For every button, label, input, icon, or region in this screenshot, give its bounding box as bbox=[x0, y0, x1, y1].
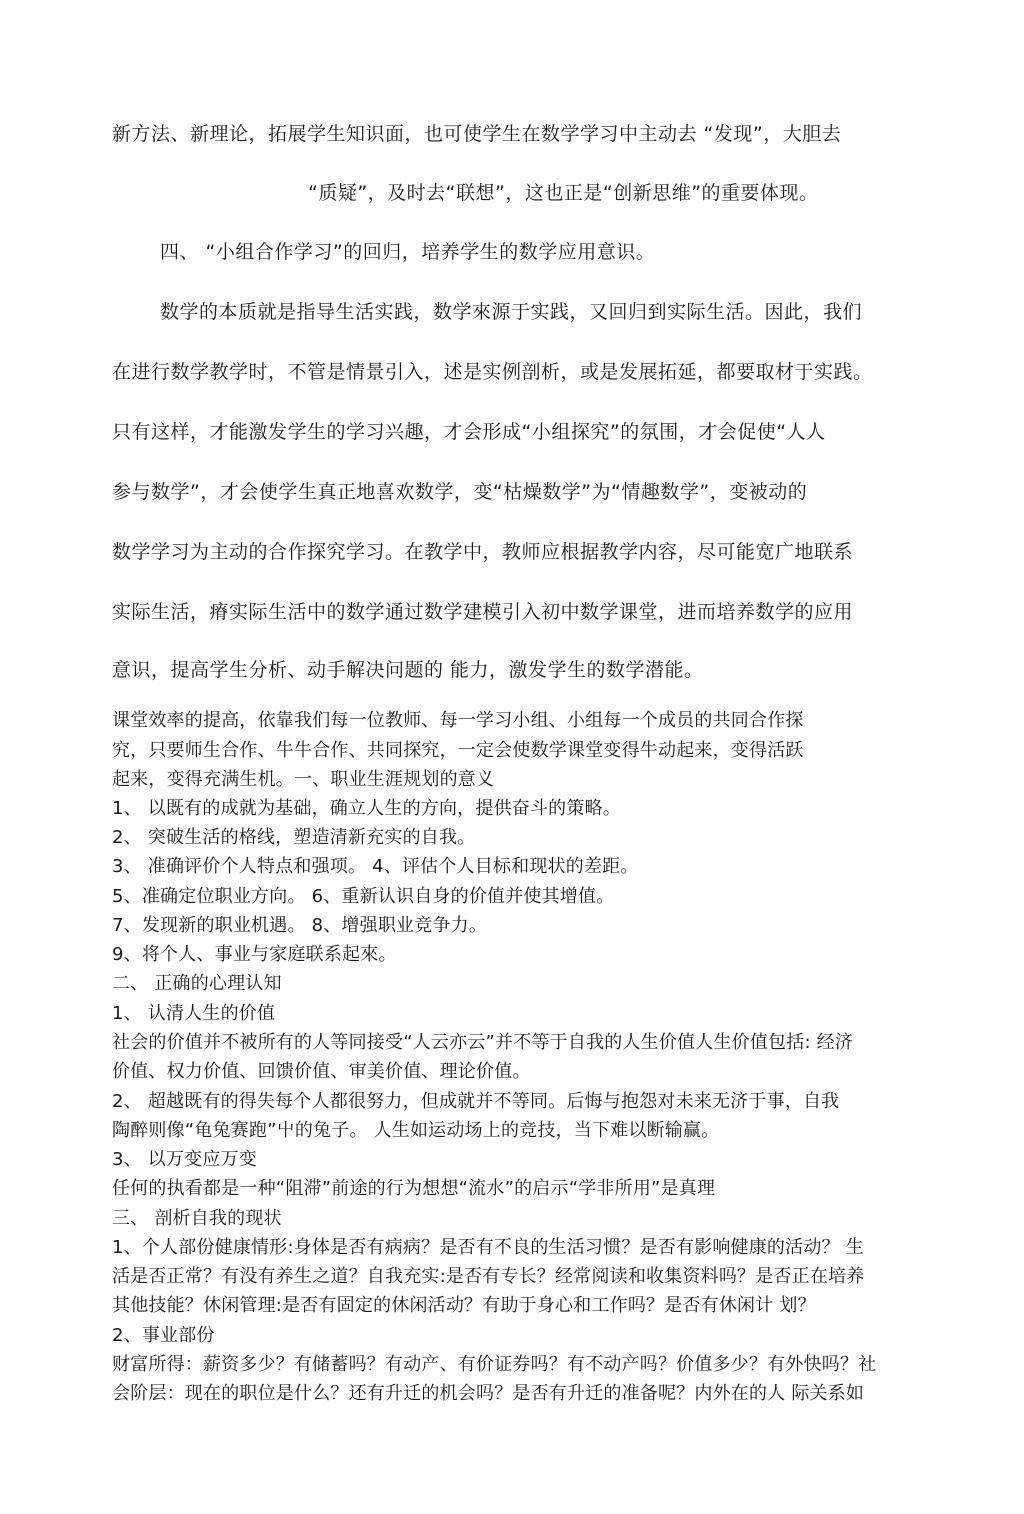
subheading: 3、 以万变应万变 bbox=[112, 1149, 257, 1170]
section-heading: 三、 剖析自我的现状 bbox=[112, 1208, 282, 1229]
paragraph-line: 在进行数学教学时，不管是情景引入，述是实例剖析，或是发展拓延，都要取材于实践。 bbox=[112, 361, 873, 383]
subheading: 2、事业部份 bbox=[112, 1325, 215, 1346]
body-line: 其他技能？休闲管理:是否有固定的休闲活动？有助于身心和工作吗？是否有休闲计 划？ bbox=[112, 1295, 816, 1316]
body-line: 财富所得：薪资多少？有储蓄吗？有动产、有价证券吗？有不动产吗？价值多少？有外快吗？社 bbox=[112, 1354, 877, 1375]
body-line: 课堂效率的提高，依靠我们每一位教师、每一学习小组、小组每一个成员的共同合作探 bbox=[112, 710, 804, 731]
body-line: 会阶层：现在的职位是什么？还有升迁的机会吗？是否有升迁的准备呢？内外在的人 际关系如 bbox=[112, 1383, 865, 1404]
paragraph-line: “质疑”，及时去“联想”，这也正是“创新思维”的重要体现。 bbox=[308, 182, 819, 204]
paragraph-line: 只有这样，才能激发学生的学习兴趣，才会形成“小组探究”的氛围，才会促使“人人 bbox=[112, 421, 826, 443]
section-heading: 四、 “小组合作学习”的回归，培养学生的数学应用意识。 bbox=[160, 241, 656, 263]
paragraph-line: 新方法、新理论，拓展学生知识面，也可使学生在数学学习中主动去 “发现”，大胆去 bbox=[112, 123, 842, 145]
paragraph-line: 数学的本质就是指导生活实践，数学來源于实践，又回归到实际生活。因此，我们 bbox=[160, 301, 863, 323]
list-item: 2、 突破生活的格线，塑造清新充实的自我。 bbox=[112, 827, 476, 848]
body-line: 1、个人部份健康情形:身体是否有病病？是否有不良的生活习惯？是否有影响健康的活动？ 生 bbox=[112, 1237, 864, 1258]
body-line: 社会的价值并不被所有的人等同接受“人云亦云”并不等于自我的人生价值人生价值包括: 经济 bbox=[112, 1032, 854, 1053]
body-line: 任何的执看都是一种“阻滞”前途的行为想想“流水”的启示“学非所用”是真理 bbox=[112, 1178, 716, 1199]
list-item: 7、发现新的职业机遇。 8、增强职业竞争力。 bbox=[112, 915, 488, 936]
paragraph-line: 数学学习为主动的合作探究学习。在教学中，教师应根据教学内容，尽可能宽广地联系 bbox=[112, 541, 854, 563]
list-item: 9、将个人、事业与家庭联系起來。 bbox=[112, 944, 397, 965]
list-item: 5、准确定位职业方向。 6、重新认识自身的价值并使其增值。 bbox=[112, 886, 615, 907]
list-item: 3、 准确评价个人特点和强项。 4、评估个人目标和现状的差距。 bbox=[112, 856, 639, 877]
body-line: 起来，变得充满生机。一、职业生涯规划的意义 bbox=[112, 769, 495, 790]
body-line: 价值、权力价值、回馈价值、审美价值、理论价值。 bbox=[112, 1061, 531, 1082]
body-line: 陶醉则像“龟兔赛跑”屮的兔子。 人生如运动场上的竞技，当下难以断输赢。 bbox=[112, 1120, 720, 1141]
paragraph-line: 实际生活，瘠实际生活中的数学通过数学建模引入初中数学课堂，进而培养数学的应用 bbox=[112, 601, 854, 623]
body-line: 究，只要师生合作、牛牛合作、共同探究，一定会使数学课堂变得牛动起来，变得活跃 bbox=[112, 740, 804, 761]
list-item: 1、 以既有的成就为基础，确立人生的方向，提供奋斗的策略。 bbox=[112, 798, 621, 819]
paragraph-line: 参与数学”，才会使学生真正地喜欢数学，变“枯燥数学”为“情趣数学”，变被动的 bbox=[112, 481, 808, 503]
body-line: 活是否正常？有没有养生之道？自我充实:是否有专长？经常阅读和收集资料吗？是否正在培养 bbox=[112, 1266, 865, 1287]
subheading: 1、 认清人生的价值 bbox=[112, 1003, 276, 1024]
body-line: 2、 超越既有的得失每个人都很努力，但成就并不等同。后悔与抱怨对未来无济于事，自我 bbox=[112, 1091, 840, 1112]
section-heading: 二、 正确的心理认知 bbox=[112, 973, 282, 994]
paragraph-line: 意识，提高学生分析、动手解决问题的 能力，激发学生的数学潜能。 bbox=[112, 659, 704, 681]
